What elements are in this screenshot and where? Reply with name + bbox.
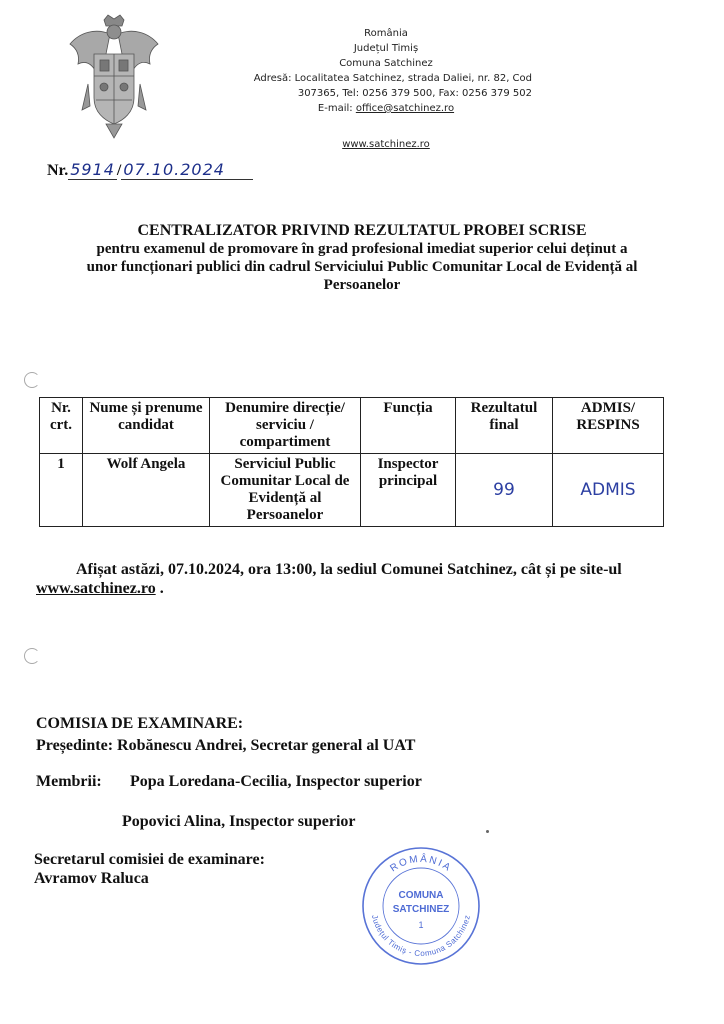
binder-hole-mark [24,372,40,388]
table-header-row [40,398,664,454]
posting-text: Afișat astăzi, 07.10.2024, ora 13:00, la sediul Comunei Satchinez, cât și pe site-ul [76,561,622,578]
official-stamp-icon [357,842,485,970]
header-address-line1: Adresă: Localitatea Satchinez, strada Daliei, nr. 82, Cod [253,73,532,84]
posting-website-link[interactable]: www.satchinez.ro [36,580,156,597]
column-header-department: Denumire direcție/ serviciu / compartiment [210,398,361,454]
stamp-number: 1 [418,920,424,930]
document-title [40,222,684,294]
coat-of-arms-icon [66,14,162,144]
table-row [40,454,664,527]
header-email-label: E-mail: [317,103,356,114]
column-header-nr: Nr. crt. [40,398,83,454]
header-country: România [364,28,408,39]
column-header-name: Nume și prenume candidat [83,398,210,454]
column-header-function: Funcția [361,398,456,454]
member-2: Popovici Alina, Inspector superior [122,813,356,830]
header-address-line2: 307365, Tel: 0256 379 500, Fax: 0256 379 502 [297,88,532,99]
institution-header [236,26,536,116]
member-1: Popa Loredana-Cecilia, Inspector superior [130,773,422,790]
title-main: CENTRALIZATOR PRIVIND REZULTATUL PROBEI SCRISE [137,222,587,239]
title-line-3: Persoanelor [323,277,401,293]
posting-end: . [155,580,164,597]
secretary-name: Avramov Raluca [34,870,149,887]
registration-prefix: Nr. [47,162,69,179]
registration-number [47,160,253,180]
paper-speck [486,830,489,833]
svg-text:ROMÂNIA [388,852,453,875]
registration-separator: / [116,162,122,179]
registration-number-value: 5914 [70,160,115,179]
secretary-label: Secretarul comisiei de examinare: [34,851,265,868]
president-name: Robănescu Andrei, Secretar general al UAT [117,737,416,754]
results-table [39,397,664,527]
cell-result: 99 [456,454,553,527]
header-email-link[interactable]: office@satchinez.ro [355,103,455,114]
header-commune: Comuna Satchinez [339,58,433,69]
cell-function: Inspector principal [361,454,456,527]
members-label: Membrii: [36,773,102,790]
stamp-ring-text: Județul Timiș - Comuna Satchinez [369,913,473,959]
stamp-center-line2: SATCHINEZ [392,904,450,915]
president-label: Președinte: [36,737,114,754]
binder-hole-mark [24,648,40,664]
header-website-link[interactable]: www.satchinez.ro [342,139,430,150]
committee-president [36,736,415,755]
cell-nr: 1 [40,454,83,527]
title-line-1: pentru examenul de promovare în grad profesional imediat superior celui deținut a [96,241,628,257]
committee-heading: COMISIA DE EXAMINARE: [36,715,244,732]
registration-date: 07.10.2024 [121,160,253,180]
column-header-status: ADMIS/ RESPINS [553,398,664,454]
cell-status: ADMIS [553,454,664,527]
header-county: Județul Timiș [353,43,419,54]
column-header-result: Rezultatul final [456,398,553,454]
title-line-2: unor funcționari publici din cadrul Serviciului Public Comunitar Local de Evidență al [86,259,638,275]
stamp-top-text: ROMÂNIA [388,853,454,875]
header-email-line [236,101,536,116]
cell-name: Wolf Angela [83,454,210,527]
stamp-center-line1: COMUNA [398,890,444,901]
cell-department: Serviciul Public Comunitar Local de Evidență al Persoanelor [210,454,361,527]
posting-notice [36,560,676,598]
